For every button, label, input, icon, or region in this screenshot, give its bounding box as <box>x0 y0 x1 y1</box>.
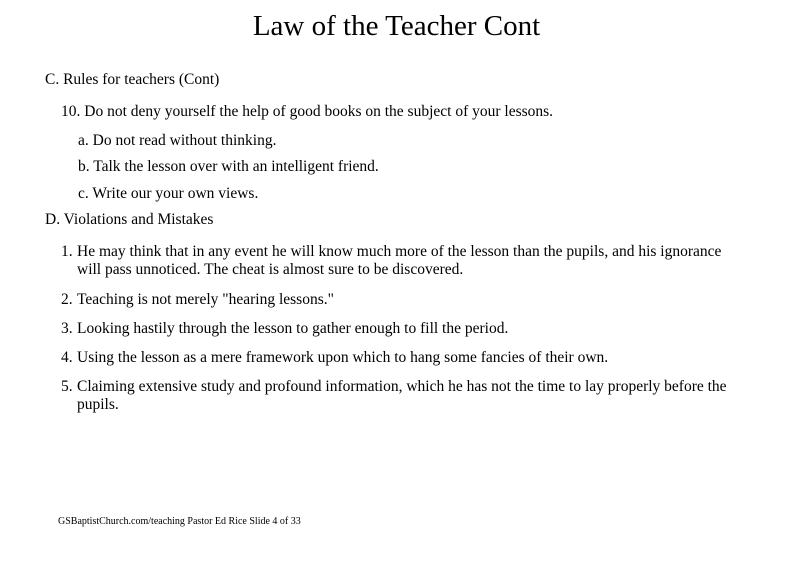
section-d-heading: D. Violations and Mistakes <box>45 211 214 228</box>
slide-footer: GSBaptistChurch.com/teaching Pastor Ed Rice Slide 4 of 33 <box>58 516 301 527</box>
violation-item <box>61 243 741 279</box>
subitem-c: c. Write our your own views. <box>78 185 259 202</box>
violation-text: Using the lesson as a mere framework upon which to hang some fancies of their own. <box>77 349 609 366</box>
violation-number: 1. <box>61 243 73 260</box>
violation-number: 2. <box>61 291 73 308</box>
violation-item <box>61 349 741 367</box>
section-c-heading: C. Rules for teachers (Cont) <box>45 71 220 88</box>
subitem-a: a. Do not read without thinking. <box>78 132 277 149</box>
violation-item <box>61 320 741 338</box>
violation-number: 4. <box>61 349 73 366</box>
violation-number: 5. <box>61 378 73 395</box>
slide-title: Law of the Teacher Cont <box>252 10 541 42</box>
violation-item <box>61 378 741 414</box>
violation-number: 3. <box>61 320 73 337</box>
subitem-b: b. Talk the lesson over with an intelligent friend. <box>78 158 379 175</box>
violation-text: Claiming extensive study and profound information, which he has not the time to lay properly before the pupils. <box>77 378 727 413</box>
rule-10: 10. Do not deny yourself the help of good books on the subject of your lessons. <box>61 103 554 120</box>
violation-text: Teaching is not merely "hearing lessons." <box>77 291 334 308</box>
violation-item <box>61 291 741 309</box>
violation-text: He may think that in any event he will know much more of the lesson than the pupils, and his ignorance will pass unnoticed. The cheat is almost sure to be discovered. <box>77 243 722 278</box>
violation-text: Looking hastily through the lesson to gather enough to fill the period. <box>77 320 509 337</box>
